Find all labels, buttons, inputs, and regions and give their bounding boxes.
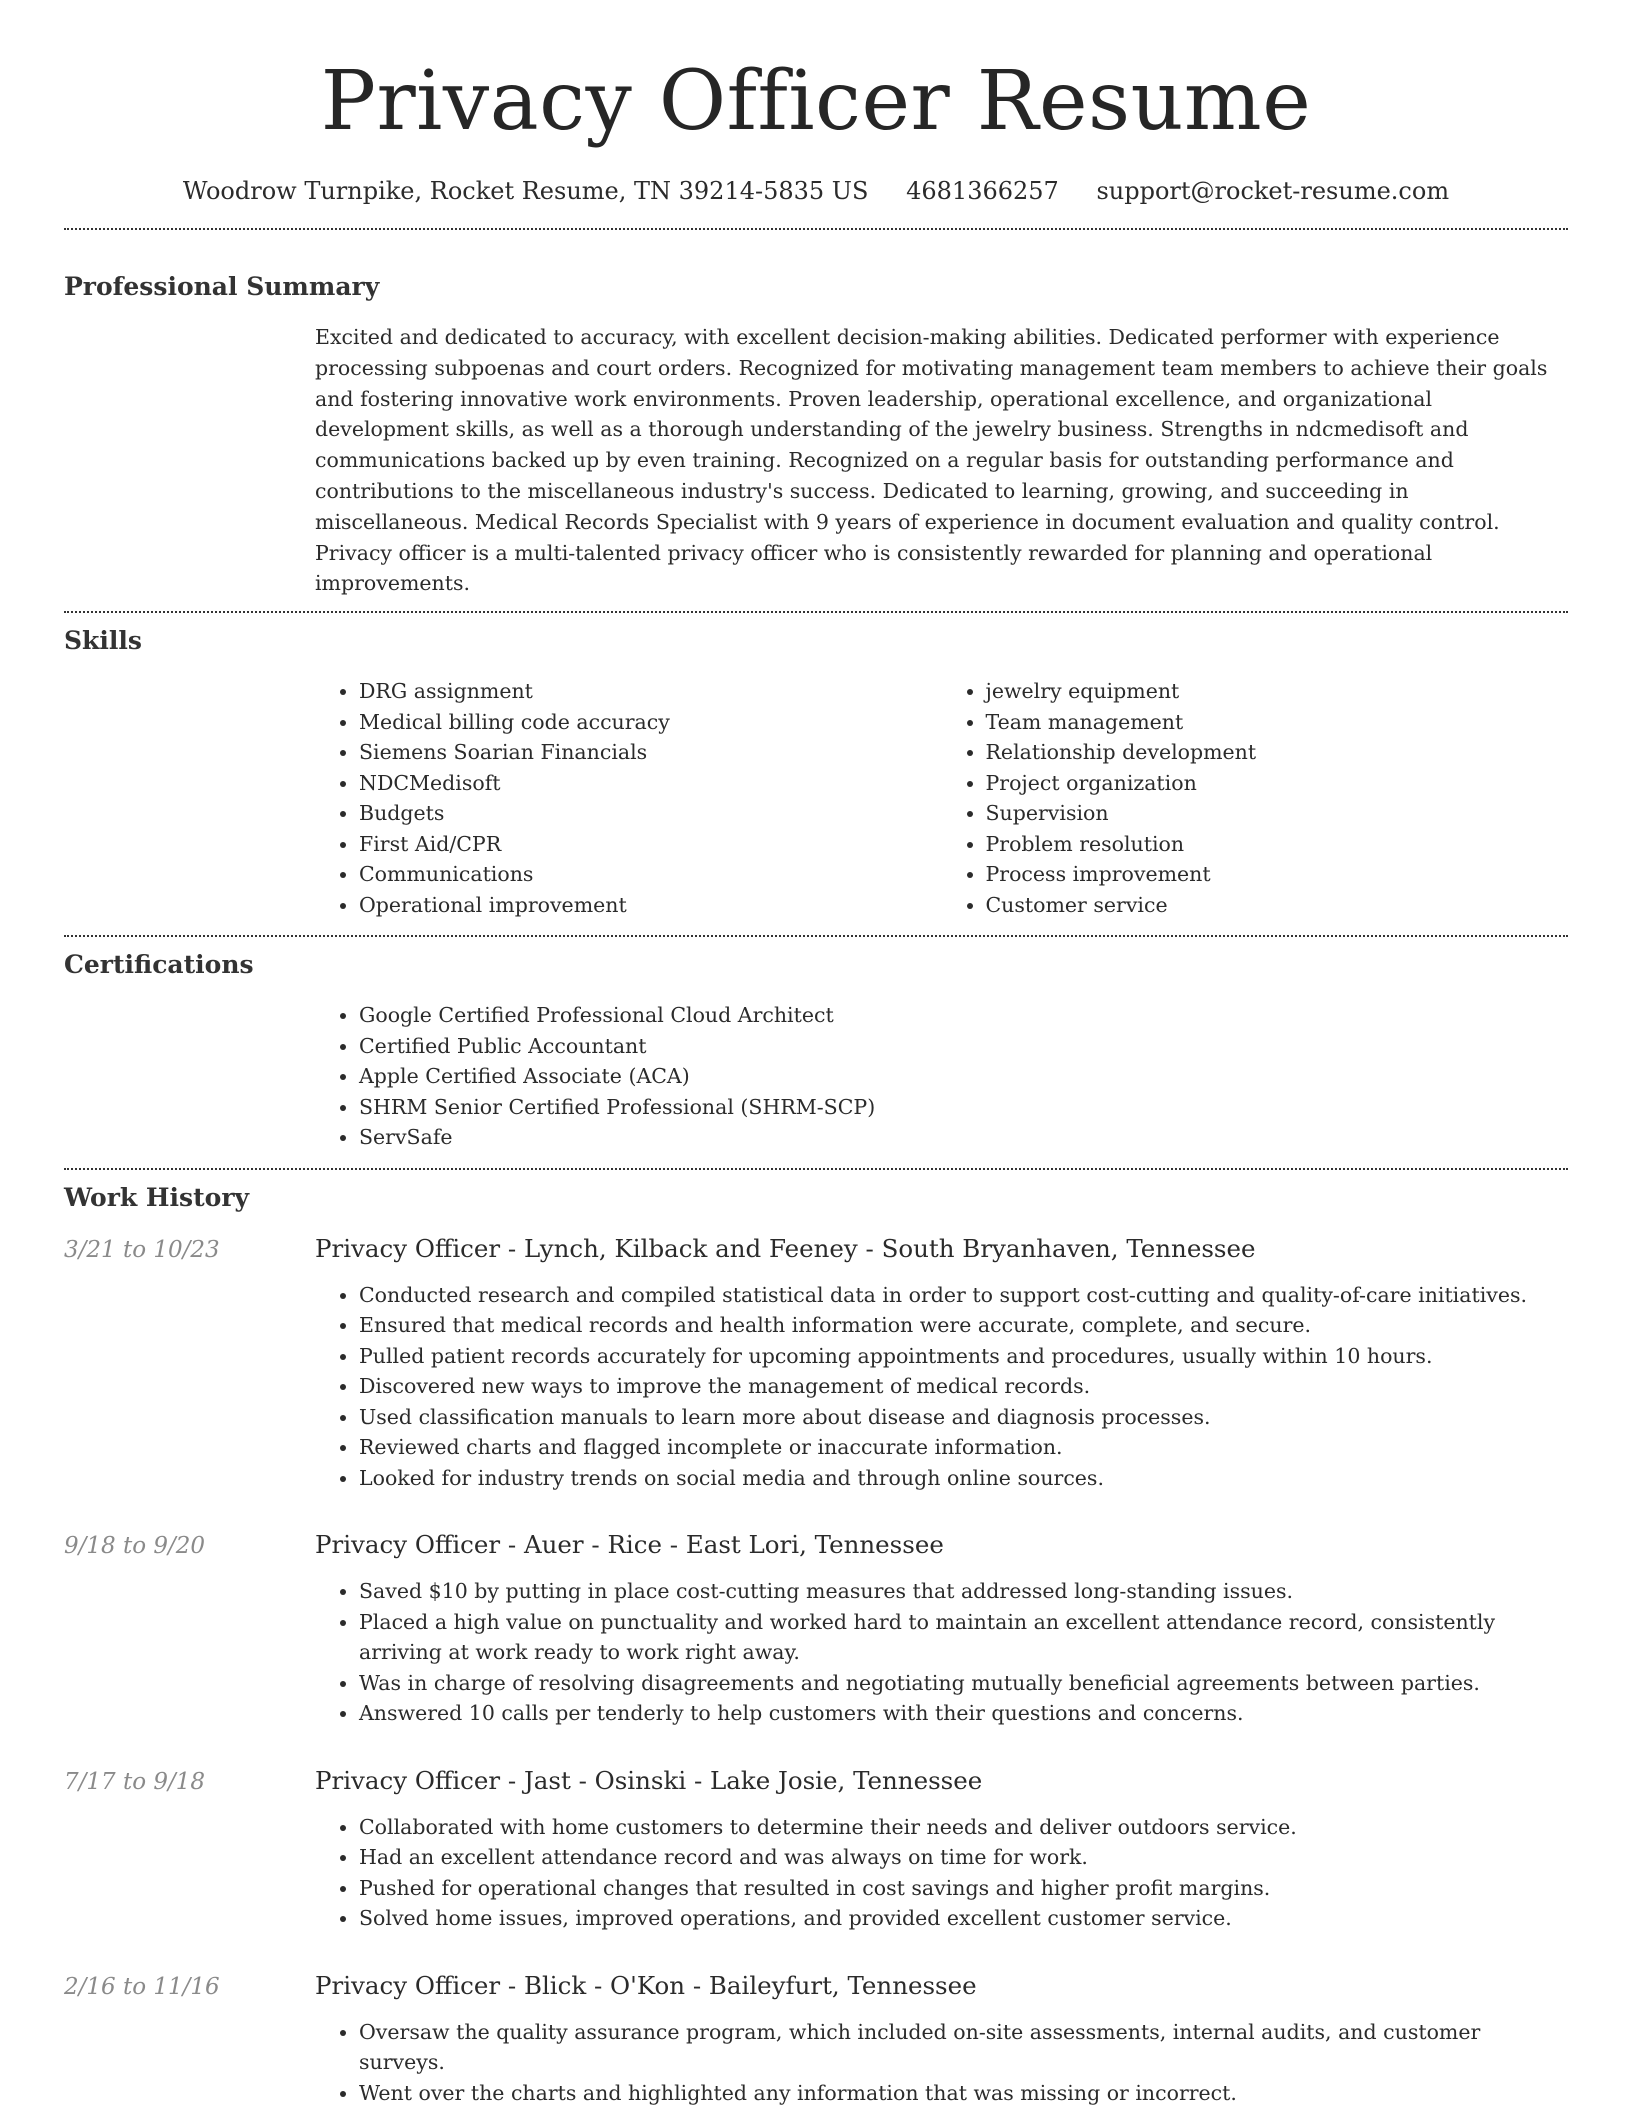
job-title: Privacy Officer - Blick - O'Kon - Baileyfurt, Tennessee <box>315 1970 977 2000</box>
job-dates: 2/16 to 11/16 <box>64 1973 220 2000</box>
job-bullet: • Used classification manuals to learn more about disease and diagnosis processes. <box>359 1402 1568 1433</box>
section-divider <box>64 611 1568 613</box>
job-bullet: • Reviewed charts and flagged incomplete or inaccurate information. <box>359 1432 1568 1463</box>
contact-email: support@rocket-resume.com <box>1096 177 1450 205</box>
summary-heading: Professional Summary <box>64 272 380 301</box>
skill-item: • DRG assignment <box>359 676 942 707</box>
skill-item: • Project organization <box>986 768 1569 799</box>
skills-list <box>315 676 1568 920</box>
work-history-heading: Work History <box>64 1182 250 1212</box>
skill-item: • Communications <box>359 859 942 890</box>
job-bullets <box>315 1576 1568 1729</box>
job-entry <box>64 1970 1568 2109</box>
job-bullet: • Discovered new ways to improve the management of medical records. <box>359 1371 1568 1402</box>
skill-item: • Supervision <box>986 798 1569 829</box>
resume-page <box>64 0 1568 2108</box>
certification-item: • SHRM Senior Certified Professional (SHRM-SCP) <box>359 1092 1568 1123</box>
skill-item: • First Aid/CPR <box>359 829 942 860</box>
page-title: Privacy Officer Resume <box>320 54 1312 149</box>
section-divider <box>64 228 1568 230</box>
job-title: Privacy Officer - Jast - Osinski - Lake Josie, Tennessee <box>315 1765 983 1795</box>
job-bullet: • Pushed for operational changes that resulted in cost savings and higher profit margins. <box>359 1873 1568 1904</box>
skills-column-right <box>942 676 1569 920</box>
job-entry <box>64 1529 1568 1729</box>
job-bullet: • Answered 10 calls per tenderly to help customers with their questions and concerns. <box>359 1698 1568 1729</box>
skills-column-left <box>315 676 942 920</box>
job-bullet: • Pulled patient records accurately for upcoming appointments and procedures, usually within 10 hours. <box>359 1341 1568 1372</box>
skill-item: • Problem resolution <box>986 829 1569 860</box>
job-bullets <box>315 1280 1568 1494</box>
job-bullet: • Ensured that medical records and health information were accurate, complete, and secure. <box>359 1310 1568 1341</box>
job-bullets <box>315 2017 1568 2109</box>
skill-item: • Operational improvement <box>359 890 942 921</box>
section-divider <box>64 935 1568 937</box>
job-bullet: • Collaborated with home customers to determine their needs and deliver outdoors service. <box>359 1812 1568 1843</box>
skill-item: • Team management <box>986 707 1569 738</box>
skill-item: • Budgets <box>359 798 942 829</box>
skill-item: • Relationship development <box>986 737 1569 768</box>
certification-item: • ServSafe <box>359 1122 1568 1153</box>
job-bullet: • Looked for industry trends on social media and through online sources. <box>359 1463 1568 1494</box>
certifications-heading: Certifications <box>64 950 254 980</box>
skill-item: • NDCMedisoft <box>359 768 942 799</box>
job-bullet: • Placed a high value on punctuality and worked hard to maintain an excellent attendance record, consistently arriving at work ready to work right away. <box>359 1607 1568 1668</box>
job-bullets <box>315 1812 1568 1934</box>
skills-heading: Skills <box>64 626 142 656</box>
job-bullet: • Conducted research and compiled statistical data in order to support cost-cutting and quality-of-care initiatives. <box>359 1280 1568 1311</box>
job-bullet: • Went over the charts and highlighted any information that was missing or incorrect. <box>359 2078 1568 2109</box>
section-divider <box>64 1168 1568 1170</box>
job-bullet: • Was in charge of resolving disagreements and negotiating mutually beneficial agreements between parties. <box>359 1668 1568 1699</box>
job-title: Privacy Officer - Lynch, Kilback and Feeney - South Bryanhaven, Tennessee <box>315 1233 1256 1263</box>
certification-item: • Certified Public Accountant <box>359 1031 1568 1062</box>
skill-item: • Customer service <box>986 890 1569 921</box>
certification-item: • Apple Certified Associate (ACA) <box>359 1061 1568 1092</box>
certification-item: • Google Certified Professional Cloud Architect <box>359 1000 1568 1031</box>
skill-item: • Siemens Soarian Financials <box>359 737 942 768</box>
job-dates: 3/21 to 10/23 <box>64 1236 220 1263</box>
skill-item: • Process improvement <box>986 859 1569 890</box>
summary-text: Excited and dedicated to accuracy, with excellent decision-making abilities. Dedicated performer with experience processing subpoenas and court orders. Recognized for motivating management team members to achieve their goals and fostering innovative work environments. Proven leadership, operational excellence, and organizational development skills, as well as a thorough understanding of the jewelry business. Strengths in ndcmedisoft and communications backed up by even training. Recognized on a regular basis for outstanding performance and contributions to the miscellaneous industry's success. Dedicated to learning, growing, and succeeding in miscellaneous. Medical Records Specialist with 9 years of experience in document evaluation and quality control. Privacy officer is a multi-talented privacy officer who is consistently rewarded for planning and operational improvements. <box>315 325 1548 596</box>
job-entry <box>64 1233 1568 1494</box>
skill-item: • jewelry equipment <box>986 676 1569 707</box>
job-dates: 9/18 to 9/20 <box>64 1533 206 1560</box>
job-bullet: • Saved $10 by putting in place cost-cutting measures that addressed long-standing issues. <box>359 1576 1568 1607</box>
job-title: Privacy Officer - Auer - Rice - East Lori, Tennessee <box>315 1530 944 1560</box>
contact-address: Woodrow Turnpike, Rocket Resume, TN 39214-5835 US <box>182 177 869 205</box>
job-entry <box>64 1765 1568 1934</box>
skill-item: • Medical billing code accuracy <box>359 707 942 738</box>
job-bullet: • Oversaw the quality assurance program, which included on-site assessments, internal audits, and customer surveys. <box>359 2017 1568 2078</box>
job-dates: 7/17 to 9/18 <box>64 1768 206 1795</box>
certifications-list <box>315 1000 1568 1153</box>
contact-line <box>64 174 1568 208</box>
contact-phone: 4681366257 <box>906 177 1059 205</box>
job-bullet: • Solved home issues, improved operations, and provided excellent customer service. <box>359 1903 1568 1934</box>
job-bullet: • Had an excellent attendance record and was always on time for work. <box>359 1842 1568 1873</box>
